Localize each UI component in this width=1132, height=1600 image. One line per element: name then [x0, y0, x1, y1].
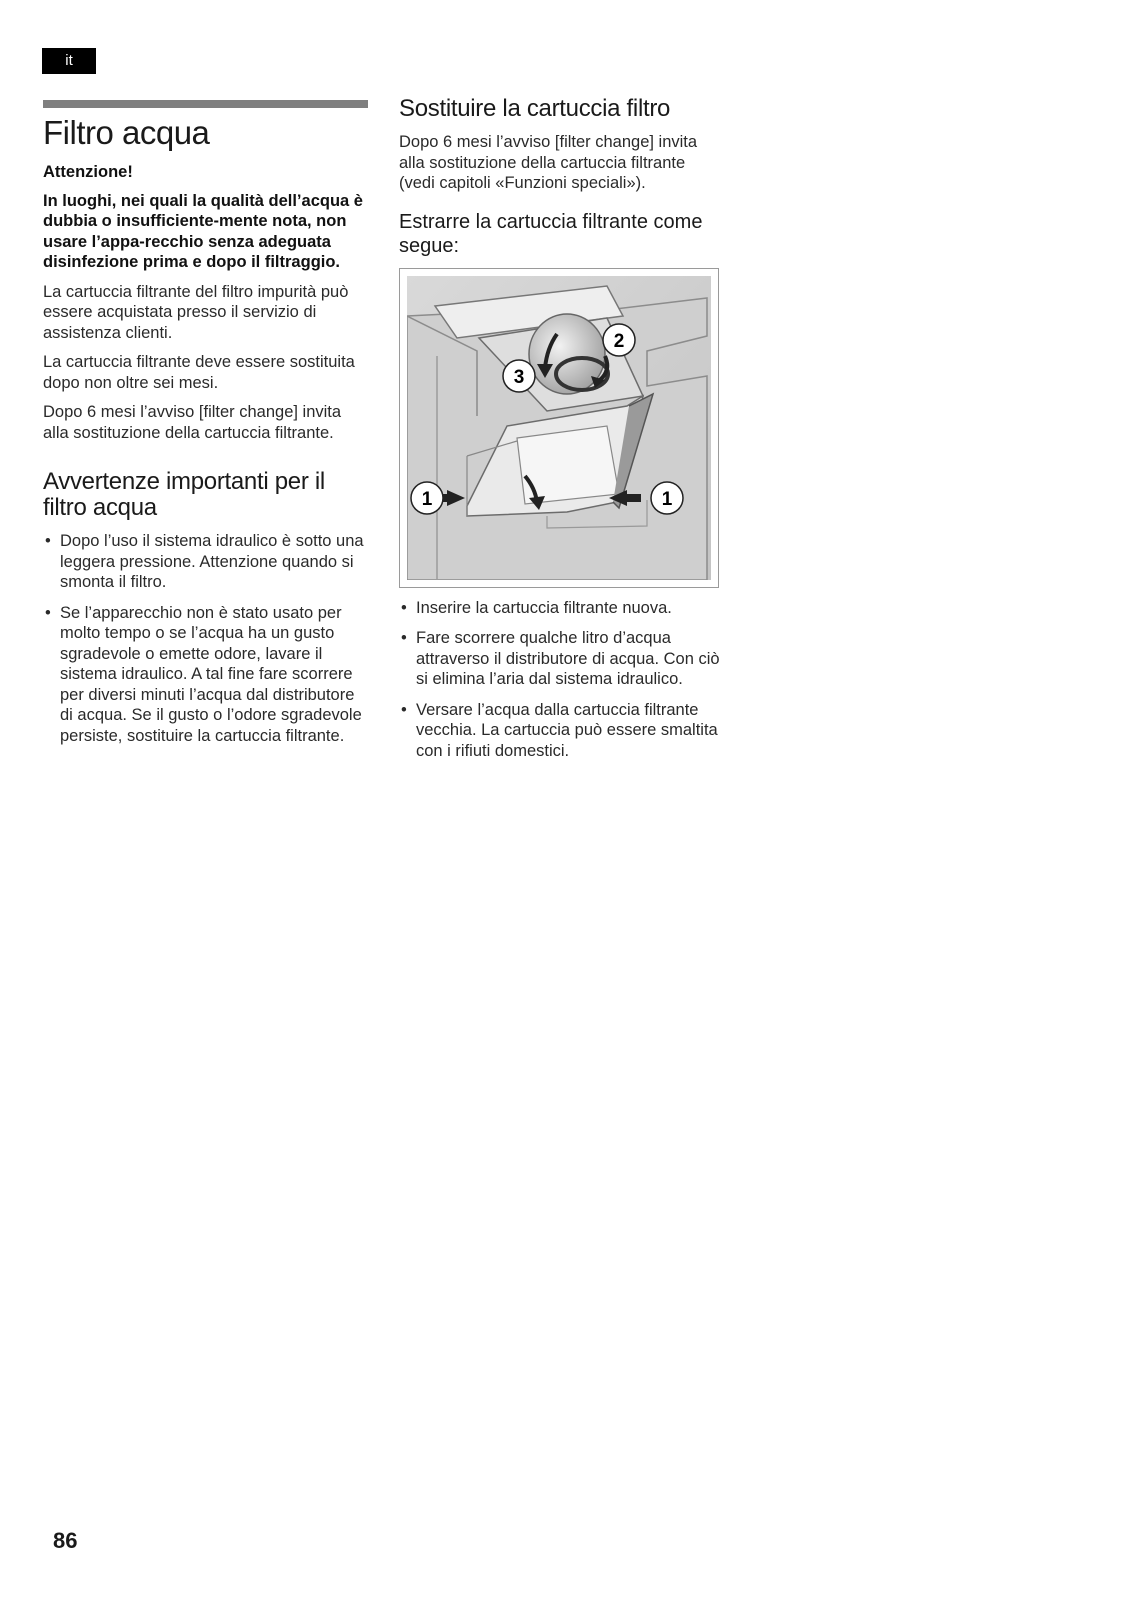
important-notes-heading: Avvertenze importanti per il filtro acqua	[43, 468, 325, 521]
svg-text:2: 2	[613, 330, 625, 352]
callout-2	[603, 324, 635, 356]
replace-cartridge-heading: Sostituire la cartuccia filtro	[399, 95, 671, 122]
svg-text:3: 3	[513, 366, 525, 388]
warning-text: In luoghi, nei quali la qualità dell’acqua è dubbia o insufficiente-mente nota, non usare l’appa-recchio senza adeguata disinfezione prima e dopo il filtraggio.	[43, 191, 363, 271]
paragraph-filter-change: Dopo 6 mesi l’avviso [filter change] invita alla sostituzione della cartuccia filtrante.	[43, 403, 342, 442]
right-column	[399, 96, 724, 771]
list-item: • Dopo l’uso il sistema idraulico è sotto una leggera pressione. Attenzione quando si smonta il filtro.	[43, 531, 368, 593]
svg-text:1: 1	[421, 488, 433, 510]
section-rule	[43, 100, 368, 108]
paragraph-replace-interval: La cartuccia filtrante deve essere sostituita dopo non oltre sei mesi.	[43, 353, 355, 392]
filter-removal-drawing	[407, 276, 711, 580]
callout-1-right	[651, 482, 683, 514]
important-notes-list	[43, 531, 368, 746]
replace-cartridge-text: Dopo 6 mesi l’avviso [filter change] invita alla sostituzione della cartuccia filtrante (vedi capitoli «Funzioni speciali»).	[399, 133, 698, 192]
svg-text:1: 1	[661, 488, 673, 510]
callout-3	[503, 360, 535, 392]
left-column	[43, 162, 368, 756]
warning-heading: Attenzione!	[43, 163, 133, 181]
page-title: Filtro acqua	[43, 114, 210, 151]
list-item: • Versare l’acqua dalla cartuccia filtrante vecchia. La cartuccia può essere smaltita con i rifiuti domestici.	[399, 700, 724, 762]
replacement-steps-list	[399, 598, 724, 762]
paragraph-purchase: La cartuccia filtrante del filtro impurità può essere acquistata presso il servizio di assistenza clienti.	[43, 282, 349, 342]
page-number: 86	[53, 1528, 78, 1553]
extract-cartridge-heading: Estrarre la cartuccia filtrante come segue:	[399, 210, 703, 257]
list-item: • Inserire la cartuccia filtrante nuova.	[399, 598, 724, 619]
filter-removal-illustration	[399, 268, 719, 588]
callout-1-left	[411, 482, 443, 514]
language-tab: it	[42, 48, 96, 74]
list-item: • Se l’apparecchio non è stato usato per molto tempo o se l’acqua ha un gusto sgradevole o emette odore, lavare il sistema idraulico. A tal fine fare scorrere per diversi minuti l’acqua dal distributore di acqua. Se il gusto o l’odore sgradevole persiste, sostituire la cartuccia filtrante.	[43, 603, 368, 747]
list-item: • Fare scorrere qualche litro d’acqua attraverso il distributore di acqua. Con ciò si elimina l’aria dal sistema idraulico.	[399, 628, 724, 690]
